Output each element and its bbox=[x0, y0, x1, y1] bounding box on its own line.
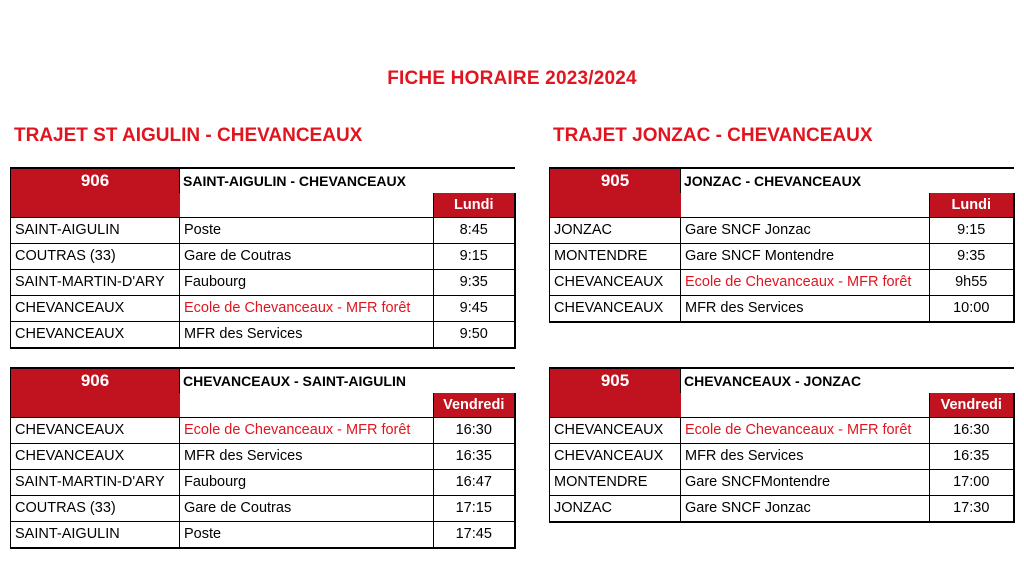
timetable-row bbox=[11, 444, 515, 470]
commune-cell: COUTRAS (33) bbox=[11, 496, 180, 522]
stop-cell: Ecole de Chevanceaux - MFR forêt bbox=[180, 296, 434, 322]
stop-cell: Gare SNCF Jonzac bbox=[681, 218, 930, 244]
time-cell: 9h55 bbox=[930, 270, 1014, 296]
commune-cell: CHEVANCEAUX bbox=[550, 270, 681, 296]
commune-cell: SAINT-MARTIN-D'ARY bbox=[11, 470, 180, 496]
timetable-row bbox=[550, 244, 1014, 270]
stop-cell: Ecole de Chevanceaux - MFR forêt bbox=[681, 270, 930, 296]
commune-cell: MONTENDRE bbox=[550, 470, 681, 496]
time-cell: 9:15 bbox=[930, 218, 1014, 244]
time-cell: 17:30 bbox=[930, 496, 1014, 523]
line-number: 906 bbox=[11, 368, 180, 393]
commune-cell: CHEVANCEAUX bbox=[550, 418, 681, 444]
timetable-header bbox=[550, 368, 1014, 393]
timetable-906-vendredi bbox=[10, 367, 516, 549]
time-cell: 16:35 bbox=[930, 444, 1014, 470]
timetable-row bbox=[550, 418, 1014, 444]
time-cell: 9:35 bbox=[930, 244, 1014, 270]
day-label: Vendredi bbox=[434, 393, 515, 418]
timetable-row bbox=[11, 322, 515, 349]
stop-cell: MFR des Services bbox=[180, 444, 434, 470]
time-cell: 16:30 bbox=[434, 418, 515, 444]
route-name: SAINT-AIGULIN - CHEVANCEAUX bbox=[180, 168, 515, 193]
stop-cell: MFR des Services bbox=[681, 296, 930, 323]
stop-cell: Gare SNCF Montendre bbox=[681, 244, 930, 270]
timetable-header bbox=[11, 368, 515, 393]
commune-cell: CHEVANCEAUX bbox=[550, 444, 681, 470]
commune-cell: JONZAC bbox=[550, 218, 681, 244]
line-number: 906 bbox=[11, 168, 180, 193]
header-blank bbox=[180, 193, 434, 218]
time-cell: 9:50 bbox=[434, 322, 515, 349]
route-name: JONZAC - CHEVANCEAUX bbox=[681, 168, 1014, 193]
timetable-905-lundi bbox=[549, 167, 1015, 323]
time-cell: 17:45 bbox=[434, 522, 515, 549]
timetable-row bbox=[11, 418, 515, 444]
stop-cell: Gare de Coutras bbox=[180, 244, 434, 270]
day-label: Lundi bbox=[930, 193, 1014, 218]
timetable-row bbox=[550, 470, 1014, 496]
commune-cell: SAINT-MARTIN-D'ARY bbox=[11, 270, 180, 296]
stop-cell: Poste bbox=[180, 218, 434, 244]
timetable-header bbox=[550, 168, 1014, 193]
timetable-row bbox=[550, 270, 1014, 296]
timetable-header bbox=[11, 168, 515, 193]
timetable-row bbox=[11, 244, 515, 270]
timetable-row bbox=[550, 218, 1014, 244]
line-number: 905 bbox=[550, 368, 681, 393]
header-fill bbox=[11, 393, 180, 418]
timetable-row bbox=[550, 444, 1014, 470]
stop-cell: Faubourg bbox=[180, 470, 434, 496]
commune-cell: CHEVANCEAUX bbox=[550, 296, 681, 323]
commune-cell: MONTENDRE bbox=[550, 244, 681, 270]
section-title-st-aigulin: TRAJET ST AIGULIN - CHEVANCEAUX bbox=[14, 125, 363, 146]
day-header bbox=[550, 393, 1014, 418]
time-cell: 16:30 bbox=[930, 418, 1014, 444]
timetable-906-lundi bbox=[10, 167, 516, 349]
commune-cell: CHEVANCEAUX bbox=[11, 296, 180, 322]
header-fill bbox=[550, 393, 681, 418]
header-fill bbox=[11, 193, 180, 218]
day-header bbox=[11, 193, 515, 218]
route-name: CHEVANCEAUX - SAINT-AIGULIN bbox=[180, 368, 515, 393]
stop-cell: Gare de Coutras bbox=[180, 496, 434, 522]
timetable-row bbox=[11, 270, 515, 296]
timetable-row bbox=[11, 296, 515, 322]
time-cell: 17:15 bbox=[434, 496, 515, 522]
timetable-row bbox=[11, 496, 515, 522]
timetable-row bbox=[550, 496, 1014, 523]
stop-cell: Ecole de Chevanceaux - MFR forêt bbox=[180, 418, 434, 444]
stop-cell: Gare SNCF Jonzac bbox=[681, 496, 930, 523]
time-cell: 8:45 bbox=[434, 218, 515, 244]
stop-cell: Poste bbox=[180, 522, 434, 549]
timetable-row bbox=[550, 296, 1014, 323]
day-header bbox=[550, 193, 1014, 218]
time-cell: 9:35 bbox=[434, 270, 515, 296]
timetable-row bbox=[11, 218, 515, 244]
commune-cell: SAINT-AIGULIN bbox=[11, 522, 180, 549]
header-blank bbox=[681, 193, 930, 218]
header-blank bbox=[681, 393, 930, 418]
commune-cell: SAINT-AIGULIN bbox=[11, 218, 180, 244]
section-title-jonzac: TRAJET JONZAC - CHEVANCEAUX bbox=[553, 125, 873, 146]
header-blank bbox=[180, 393, 434, 418]
stop-cell: MFR des Services bbox=[681, 444, 930, 470]
day-header bbox=[11, 393, 515, 418]
header-fill bbox=[550, 193, 681, 218]
stop-cell: MFR des Services bbox=[180, 322, 434, 349]
time-cell: 17:00 bbox=[930, 470, 1014, 496]
time-cell: 16:47 bbox=[434, 470, 515, 496]
day-label: Vendredi bbox=[930, 393, 1014, 418]
commune-cell: COUTRAS (33) bbox=[11, 244, 180, 270]
timetable-row bbox=[11, 522, 515, 549]
time-cell: 9:45 bbox=[434, 296, 515, 322]
line-number: 905 bbox=[550, 168, 681, 193]
route-name: CHEVANCEAUX - JONZAC bbox=[681, 368, 1014, 393]
stop-cell: Ecole de Chevanceaux - MFR forêt bbox=[681, 418, 930, 444]
commune-cell: CHEVANCEAUX bbox=[11, 322, 180, 349]
time-cell: 10:00 bbox=[930, 296, 1014, 323]
time-cell: 16:35 bbox=[434, 444, 515, 470]
stop-cell: Gare SNCFMontendre bbox=[681, 470, 930, 496]
page-title: FICHE HORAIRE 2023/2024 bbox=[387, 68, 637, 89]
timetable-905-vendredi bbox=[549, 367, 1015, 523]
time-cell: 9:15 bbox=[434, 244, 515, 270]
commune-cell: CHEVANCEAUX bbox=[11, 444, 180, 470]
commune-cell: CHEVANCEAUX bbox=[11, 418, 180, 444]
commune-cell: JONZAC bbox=[550, 496, 681, 523]
timetable-row bbox=[11, 470, 515, 496]
day-label: Lundi bbox=[434, 193, 515, 218]
stop-cell: Faubourg bbox=[180, 270, 434, 296]
